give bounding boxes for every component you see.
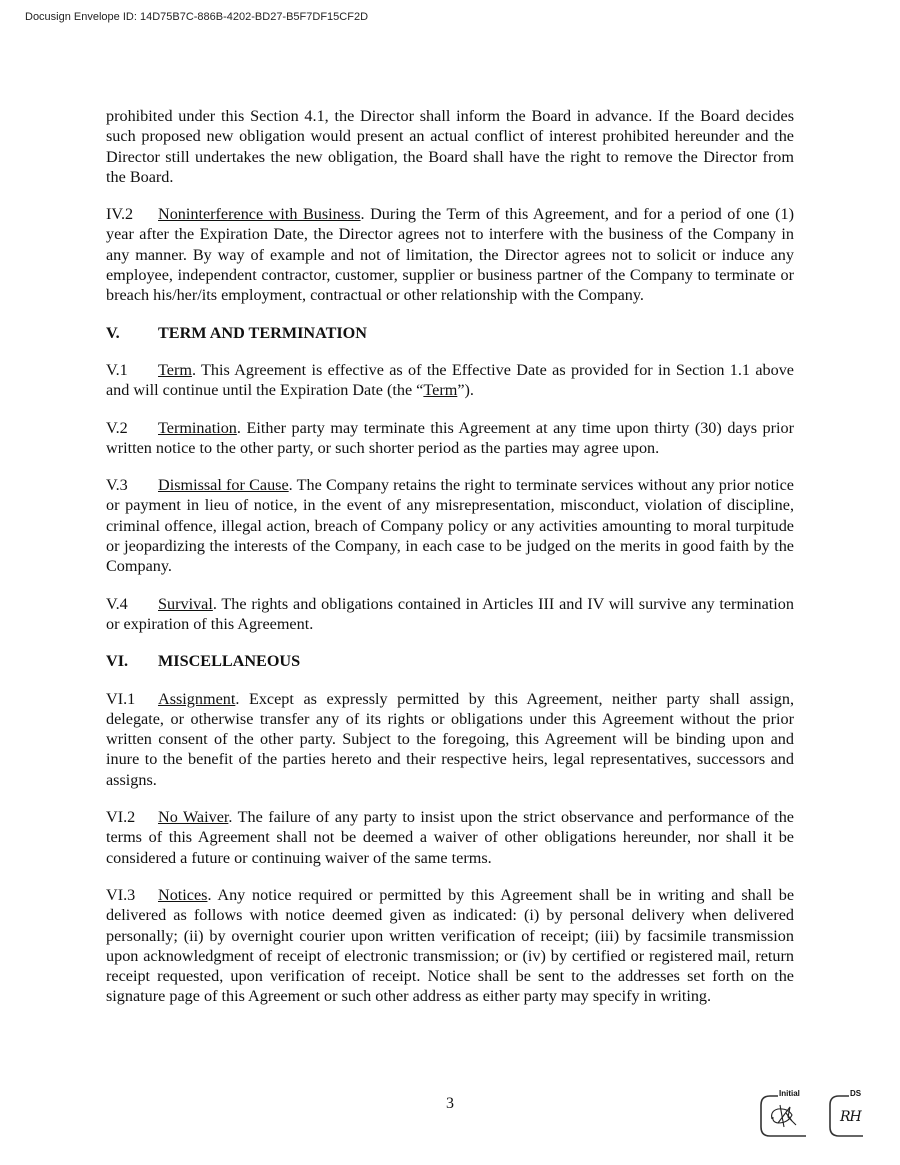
initial-stamp[interactable] [758, 1089, 808, 1139]
document-page [106, 106, 794, 1024]
section-title: Termination [158, 418, 237, 437]
section-body: . The Company retains the right to terminate services without any prior notice or payment in lieu of notice, in the event of any misrepresentation, misconduct, violation of discipline, criminal offence, illegal action, breach of Company policy or any activities amounting to moral turpitude or jeopardizing the interests of the Company, in each case to be judged on the merits in good faith by the Company. [106, 476, 794, 576]
section-number: VI.1 [106, 689, 136, 708]
article-title: MISCELLANEOUS [158, 652, 301, 671]
section-iv-2 [106, 204, 794, 305]
docusign-envelope-id: Docusign Envelope ID: 14D75B7C-886B-4202-BD27-B5F7DF15CF2D [25, 11, 369, 23]
section-title: No Waiver [158, 808, 229, 827]
ds-stamp-label: DS [850, 1089, 862, 1098]
section-body: . Any notice required or permitted by this Agreement shall be in writing and shall be delivered as follows with notice deemed given as indicated: (i) by personal delivery when delivered personally; (ii) by overnight courier upon written verification of receipt; (iii) by facsimile transmission upon acknowledgment of receipt of electronic transmission; or (iv) by certified or registered mail, return receipt requested, upon verification of receipt. Notice shall be sent to the addresses set forth on the signature page of this Agreement or such other address as either party may specify in writing. [106, 885, 794, 1006]
section-title: Dismissal for Cause [158, 476, 289, 495]
section-title: Notices [158, 885, 208, 904]
initial-signature-icon [772, 1105, 796, 1127]
section-body: . Either party may terminate this Agreement at any time upon thirty (30) days prior written notice to the other party, or such shorter period as the parties may agree upon. [106, 418, 794, 457]
section-v-3 [106, 475, 794, 576]
section-body: . This Agreement is effective as of the Effective Date as provided for in Section 1.1 above and will continue until the Expiration Date (the “ [106, 360, 794, 400]
section-number: IV.2 [106, 205, 134, 224]
section-title: Term [158, 360, 192, 379]
section-number: V.2 [106, 418, 128, 437]
section-title: Assignment [158, 689, 236, 708]
article-number: V. [106, 323, 120, 342]
section-number: V.3 [106, 476, 128, 495]
section-vi-1 [106, 689, 794, 790]
section-body-end: ”). [457, 381, 474, 400]
section-v-1 [106, 360, 794, 401]
section-number: VI.3 [106, 885, 136, 904]
section-body: . Except as expressly permitted by this Agreement, neither party shall assign, delegate, or otherwise transfer any of its rights or obligations under this Agreement without the prior written consent of the other party. Subject to the foregoing, this Agreement will be binding upon and inure to the benefit of the parties hereto and their respective heirs, legal representatives, successors and assigns. [106, 689, 794, 789]
stamp-frame-icon [758, 1093, 808, 1139]
ds-initials-signature: RH [840, 1109, 861, 1125]
defined-term: Term [423, 381, 458, 400]
section-body: . During the Term of this Agreement, and for a period of one (1) year after the Expiration Date, the Director agrees not to interfere with the business of the Company in any manner. By way of example and not of limitation, the Director agrees not to solicit or induce any employee, independent contractor, customer, supplier or business partner of the Company to terminate or breach his/her/its employment, contractual or other relationship with the Company. [106, 205, 794, 305]
section-title: Noninterference with Business [158, 205, 361, 224]
intro-paragraph: prohibited under this Section 4.1, the Director shall inform the Board in advance. If the Board decides such proposed new obligation would present an actual conflict of interest prohibited hereunder and the Director still undertakes the new obligation, the Board shall have the right to remove the Director from the Board. [106, 107, 794, 186]
section-number: VI.2 [106, 808, 136, 827]
article-number: VI. [106, 652, 129, 671]
article-title: TERM AND TERMINATION [158, 323, 367, 342]
section-number: V.4 [106, 594, 128, 613]
section-number: V.1 [106, 360, 128, 379]
article-v-heading [106, 323, 794, 343]
section-vi-3 [106, 885, 794, 1007]
initial-stamp-label: Initial [779, 1089, 800, 1098]
ds-stamp[interactable] [827, 1089, 867, 1139]
page-number: 3 [446, 1095, 454, 1112]
section-v-4 [106, 594, 794, 635]
section-body: . The rights and obligations contained in Articles III and IV will survive any termination or expiration of this Agreement. [106, 594, 794, 633]
section-vi-2 [106, 807, 794, 868]
section-title: Survival [158, 594, 213, 613]
section-v-2 [106, 418, 794, 459]
section-body: . The failure of any party to insist upon the strict observance and performance of the terms of this Agreement shall not be deemed a waiver of other obligations hereunder, nor shall it be considered a future or continuing waiver of the same terms. [106, 808, 794, 867]
article-vi-heading [106, 651, 794, 671]
